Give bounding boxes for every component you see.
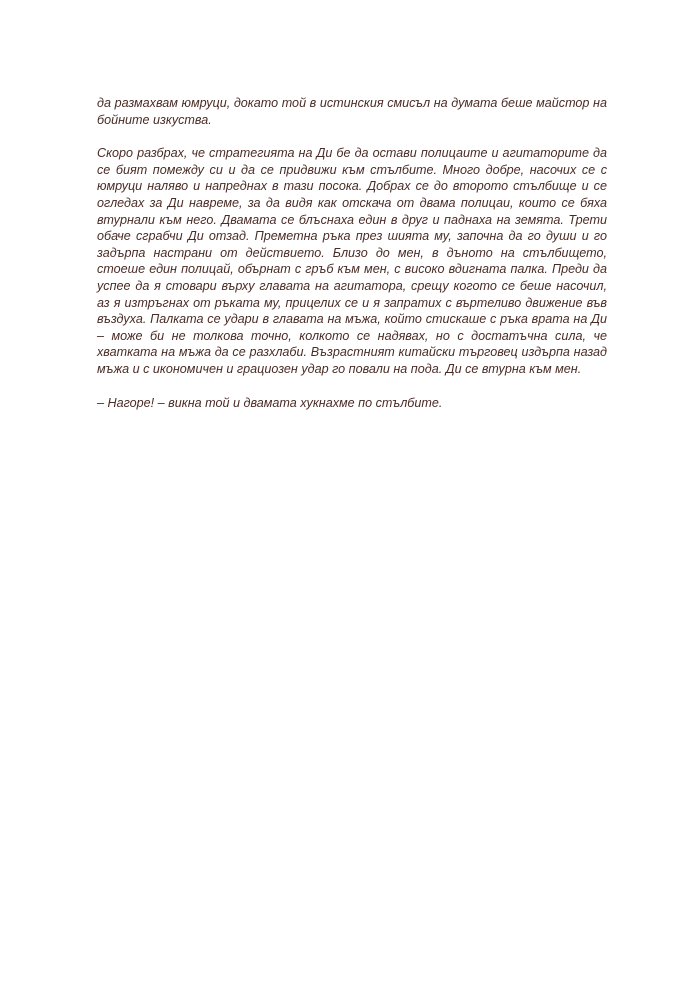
body-text <box>97 95 607 428</box>
paragraph-fight-scene: Скоро разбрах, че стратегията на Ди бе да остави полицаите и агитаторите да се бият помежду си и да се придвижи към стълбите. Много добре, насочих се с юмруци наляво и напреднах в тази посока. Добрах се до второто стълбище и се огледах за Ди навреме, за да видя как отскача от двама полицаи, които се бяха втурнали към него. Двамата се блъснаха един в друг и паднаха на земята. Трети обаче сграбчи Ди отзад. Преметна ръка през шията му, започна да го души и го задърпа настрани от действието. Близо до мен, в дъното на стълбището, стоеше един полицай, обърнат с гръб към мен, с високо вдигната палка. Преди да успее да я стовари върху главата на агитатора, срещу когото се беше насочил, аз я изтръгнах от ръката му, прицелих се и я запратих с въртеливо движение във въздуха. Палката се удари в главата на мъжа, който стискаше с ръка врата на Ди – може би не толкова точно, колкото се надявах, но с достатъчна сила, че хватката на мъжа да се разхлаби. Възрастният китайски търговец издърпа назад мъжа и с икономичен и грациозен удар го повали на пода. Ди се втурна към мен. <box>97 146 607 376</box>
paragraph-continuation: да размахвам юмруци, докато той в истинския смисъл на думата беше майстор на бойните изкуства. <box>97 96 607 127</box>
paragraph-dialogue: – Нагоре! – викна той и двамата хукнахме по стълбите. <box>97 395 443 410</box>
